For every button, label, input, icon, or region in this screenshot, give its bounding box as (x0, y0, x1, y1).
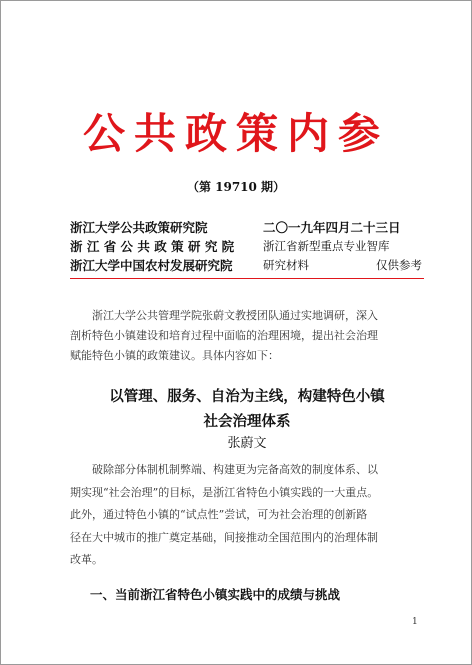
institution-name: 浙江大学中国农村发展研究院 (70, 258, 233, 273)
material-label: 研究材料 (263, 258, 309, 272)
reference-label: 仅供参考 (376, 258, 422, 272)
think-tank-label: 浙江省新型重点专业智库 (263, 239, 390, 253)
institution-name: 浙江大学公共政策研究院 (70, 220, 208, 235)
red-divider (70, 278, 424, 279)
article-headline: 以管理、服务、自治为主线，构建特色小镇 (109, 389, 385, 405)
body-line: 期实现“社会治理”的目标，是浙江省特色小镇实践的一大重点。 (70, 485, 379, 499)
article-headline-continued: 社会治理体系 (203, 414, 291, 430)
body-line: 此外，通过特色小镇的“试点性”尝试，可为社会治理的创新路 (70, 508, 368, 522)
body-line: 破除部分体制机制弊端、构建更为完备高效的制度体系、以 (92, 463, 378, 476)
publication-date: 二〇一九年四月二十三日 (263, 220, 401, 235)
body-line: 改革。 (70, 553, 103, 567)
issue-number: （第 19710 期） (186, 180, 286, 194)
page-number: 1 (412, 617, 418, 627)
author-name: 张蔚文 (227, 436, 267, 451)
intro-paragraph (70, 306, 424, 366)
intro-line: 剖析特色小镇建设和培育过程中面临的治理困境，提出社会治理 (70, 329, 378, 342)
body-paragraph (70, 459, 424, 572)
body-line: 径在大中城市的推广奠定基础，间接推动全国范围内的治理体制 (70, 530, 378, 544)
intro-line: 浙江大学公共管理学院张蔚文教授团队通过实地调研，深入 (92, 309, 378, 322)
masthead-title: 公共政策内参 (82, 109, 389, 158)
institution-name: 浙 江 省 公 共 政 策 研 究 院 (70, 239, 235, 254)
intro-line: 赋能特色小镇的政策建议。具体内容如下： (70, 349, 279, 362)
section-heading: 一、当前浙江省特色小镇实践中的成绩与挑战 (90, 587, 341, 602)
